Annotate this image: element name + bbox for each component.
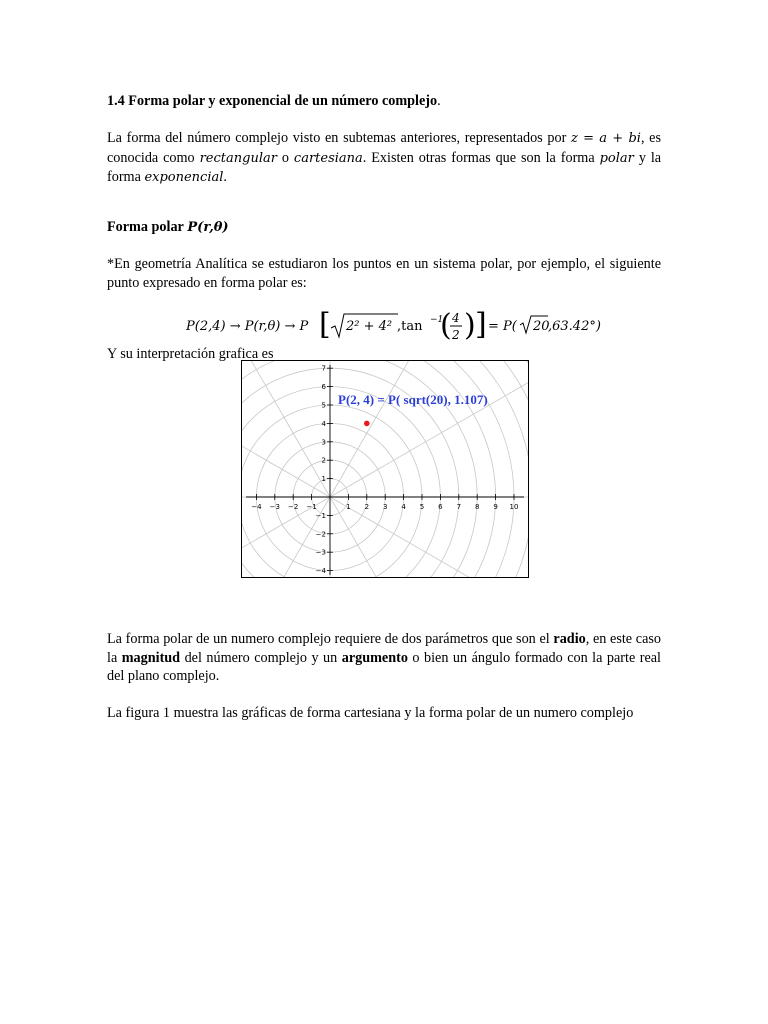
radio-paragraph: La forma polar de un numero complejo requiere de dos parámetros que son el radio, en este caso la magnitud del número complejo y un argumento o bien un ángulo formado con la parte real del plano complejo. bbox=[107, 631, 662, 684]
polar-ray bbox=[330, 497, 528, 577]
formula-svg bbox=[186, 306, 606, 346]
x-tick-label: 4 bbox=[401, 503, 406, 511]
polar-heading: Forma polar P(r,θ) bbox=[107, 219, 229, 235]
y-tick-label: 3 bbox=[321, 438, 326, 447]
polar-formula bbox=[186, 306, 606, 346]
svg-text:]: ] bbox=[475, 307, 487, 342]
svg-text:): ) bbox=[464, 308, 476, 343]
x-tick-label: 7 bbox=[456, 503, 462, 511]
y-tick-label: −1 bbox=[315, 511, 326, 520]
svg-text:2² + 4²: 2² + 4² bbox=[346, 319, 393, 334]
y-tick-label: 6 bbox=[321, 383, 326, 392]
y-tick-label: 1 bbox=[321, 475, 326, 484]
svg-text:[: [ bbox=[319, 307, 331, 342]
geometry-paragraph: *En geometría Analítica se estudiaron los puntos en un sistema polar, por ejemplo, el siguiente punto expresado en forma polar es: bbox=[107, 256, 661, 291]
polar-ray bbox=[330, 497, 528, 577]
x-tick-label: −3 bbox=[269, 503, 280, 511]
polar-ray bbox=[242, 361, 330, 497]
interpretation-label: Y su interpretación grafica es bbox=[107, 346, 274, 362]
y-tick-label: −3 bbox=[315, 548, 326, 557]
polar-graph bbox=[241, 360, 529, 578]
y-tick-label: 4 bbox=[321, 419, 326, 428]
y-tick-label: 2 bbox=[321, 456, 326, 465]
svg-text:2: 2 bbox=[452, 328, 460, 342]
y-tick-label: −2 bbox=[315, 530, 326, 539]
section-heading: 1.4 Forma polar y exponencial de un número complejo. bbox=[107, 93, 441, 109]
point-marker bbox=[364, 421, 370, 427]
point-label: P(2, 4) = P( sqrt(20), 1.107) bbox=[338, 392, 488, 408]
x-tick-label: −2 bbox=[288, 503, 299, 511]
y-tick-label: 7 bbox=[321, 364, 326, 373]
polar-graph-svg bbox=[242, 361, 528, 577]
polar-ray bbox=[242, 361, 330, 497]
x-tick-label: −1 bbox=[306, 503, 317, 511]
polar-circle bbox=[242, 387, 440, 577]
svg-text:−1: −1 bbox=[430, 315, 444, 325]
x-tick-label: 1 bbox=[346, 503, 351, 511]
x-tick-label: 9 bbox=[493, 503, 498, 511]
svg-text:,63.42°): ,63.42°) bbox=[548, 319, 601, 334]
polar-ray bbox=[330, 361, 528, 497]
svg-text:,tan: ,tan bbox=[397, 319, 423, 334]
polar-ray bbox=[330, 361, 528, 497]
intro-paragraph: La forma del número complejo visto en subtemas anteriores, representados por z = a + bi, es conocida como rectangular o cartesiana. Existen otras formas que son la forma polar y la forma exponencial. bbox=[107, 130, 662, 185]
x-tick-label: 5 bbox=[419, 503, 425, 511]
x-tick-label: 10 bbox=[509, 503, 519, 511]
svg-text:= P(: = P( bbox=[488, 319, 517, 334]
svg-text:20: 20 bbox=[533, 319, 550, 334]
y-tick-label: −4 bbox=[315, 567, 326, 576]
x-tick-label: 8 bbox=[474, 503, 480, 511]
y-tick-label: 5 bbox=[321, 401, 326, 410]
x-tick-label: 3 bbox=[382, 503, 388, 511]
figura-paragraph: La figura 1 muestra las gráficas de forma cartesiana y la forma polar de un numero complejo bbox=[107, 705, 634, 721]
svg-text:(: ( bbox=[440, 308, 452, 343]
polar-circle bbox=[242, 405, 425, 577]
svg-text:4: 4 bbox=[452, 311, 460, 325]
x-tick-label: 2 bbox=[364, 503, 370, 511]
x-tick-label: −4 bbox=[251, 503, 262, 511]
svg-text:P(2,4) → P(r,θ) → P: P(2,4) → P(r,θ) → P bbox=[186, 319, 309, 334]
x-tick-label: 6 bbox=[438, 503, 443, 511]
